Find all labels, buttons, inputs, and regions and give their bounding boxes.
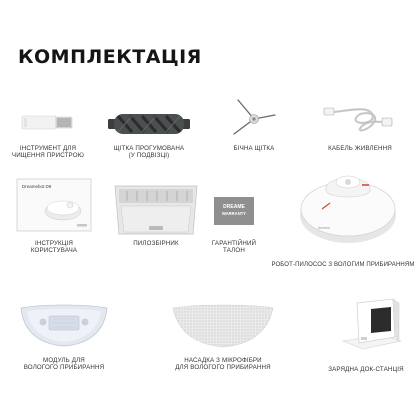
charging-dock-image [341, 297, 403, 355]
robot-vacuum-image [296, 157, 400, 249]
robot-brand-mark: dreame [318, 226, 331, 230]
power-cable-caption: КАБЕЛЬ ЖИВЛЕННЯ [328, 145, 392, 152]
dust-bin-image [113, 182, 199, 236]
warranty-card-brand: DREAME [223, 204, 245, 210]
mop-pad-image [169, 302, 277, 350]
warranty-card-image [214, 197, 254, 225]
user-manual-image [15, 177, 93, 233]
side-brush-image [230, 98, 278, 140]
cleaning-tool-image [22, 112, 76, 136]
robot-vacuum-caption: РОБОТ-ПИЛОСОС З ВОЛОГИМ ПРИБИРАННЯМ [271, 262, 415, 268]
page-title: КОМПЛЕКТАЦІЯ [18, 46, 202, 68]
mop-pad-caption: НАСАДКА З МІКРОФІБРИ ДЛЯ ВОЛОГОГО ПРИБИРАННЯ [175, 357, 271, 372]
charging-dock-caption: ЗАРЯДНА ДОК-СТАНЦІЯ [328, 366, 404, 373]
warranty-card-label: WARRANTY [221, 211, 247, 216]
dust-bin-caption: ПИЛОЗБІРНИК [133, 240, 179, 247]
cleaning-tool-caption: ІНСТРУМЕНТ ДЛЯ ЧИЩЕННЯ ПРИСТРОЮ [11, 145, 85, 160]
side-brush-caption: БІЧНА ЩІТКА [233, 145, 275, 152]
mop-module-image [15, 302, 113, 350]
mop-module-caption: МОДУЛЬ ДЛЯ ВОЛОГОГО ПРИБИРАННЯ [23, 357, 105, 372]
power-cable-image [322, 100, 394, 140]
manual-cover-brand: Dreamebot D9 [22, 184, 52, 189]
user-manual-caption: ІНСТРУКЦІЯ КОРИСТУВАЧА [30, 240, 78, 255]
warranty-card-caption: ГАРАНТІЙНИЙ ТАЛОН [211, 240, 257, 255]
main-brush-image [108, 110, 190, 138]
main-brush-caption: ЩІТКА ПРОГУМОВАНА (У ПОДВІЗЦІ) [113, 145, 185, 160]
